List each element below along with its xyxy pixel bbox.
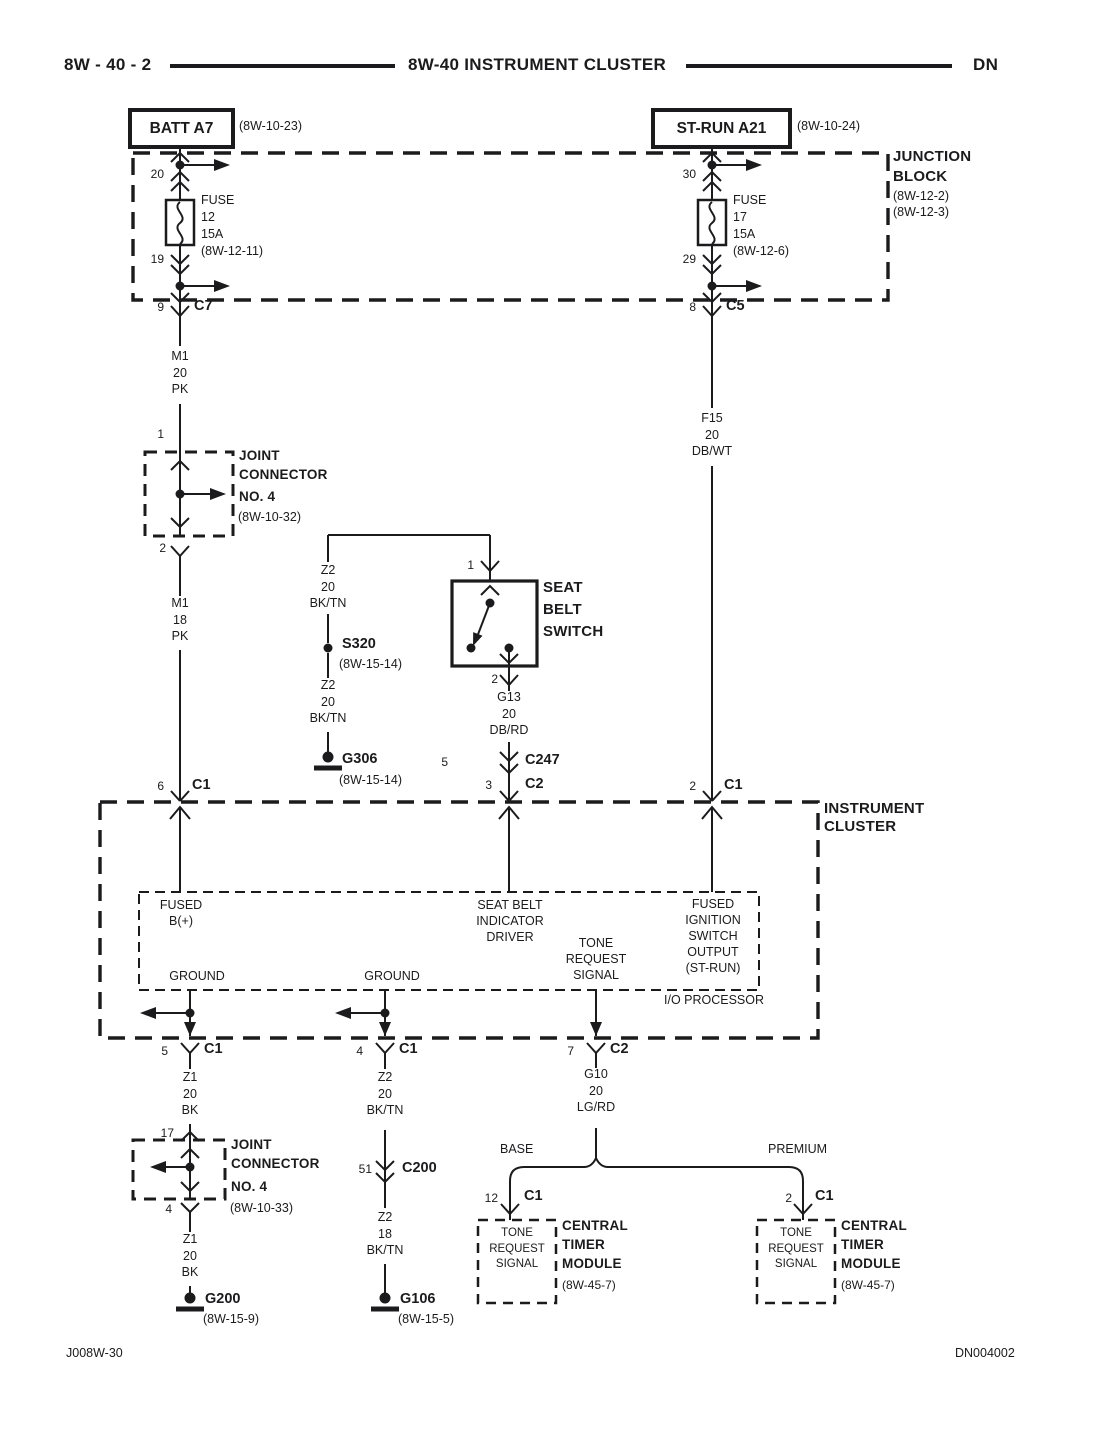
right-arrow-icon [214, 159, 230, 171]
connector-c7: C7 [194, 298, 213, 314]
pin-number: 20 [150, 167, 164, 181]
wire-color: BK/TN [309, 596, 347, 610]
ctm-right-title2: TIMER [841, 1237, 884, 1252]
splice-s320-dot [324, 644, 333, 653]
wire-gauge: 20 [173, 365, 187, 380]
junction-block-ref1: (8W-12-2) [893, 189, 950, 203]
ctm-left-pin-label [489, 1226, 545, 1273]
wire-color: BK/TN [366, 1243, 404, 1257]
pin-label-line: OUTPUT [687, 945, 739, 959]
pin-label-line: DRIVER [486, 930, 534, 944]
connector-c1-left-in: C1 [192, 777, 211, 793]
page-title: 8W-40 INSTRUMENT CLUSTER [408, 55, 667, 74]
switch-arm-arrow-icon [473, 632, 483, 646]
connector-c247: C247 [525, 752, 560, 768]
wire-label-z2-18 [367, 1209, 404, 1259]
wire-code: Z2 [320, 563, 336, 577]
seat-belt-switch-title3: SWITCH [543, 623, 604, 640]
ground-g106-ref: (8W-15-5) [398, 1312, 455, 1326]
pin-number: 2 [491, 672, 498, 686]
ground-g200-icon [176, 1293, 204, 1309]
footer-drawing-code: J008W-30 [66, 1346, 123, 1360]
st-run-feed-ref: (8W-10-24) [797, 119, 860, 133]
junction-block-title2: BLOCK [893, 168, 948, 185]
pin-number: 1 [157, 427, 164, 441]
pin-label-line: FUSED [691, 897, 735, 911]
ground-g306-ref: (8W-15-14) [339, 773, 402, 787]
wire-code: G10 [584, 1067, 608, 1081]
pin-label-seat-belt [476, 897, 544, 945]
wire-label-z2-c [367, 1069, 404, 1119]
wire-label-f15 [692, 410, 732, 460]
pin-label-tone [566, 935, 626, 983]
pin-label-line: B(+) [169, 914, 193, 928]
pin-number: 19 [150, 252, 164, 266]
fuse-17-icon [698, 200, 726, 245]
pin-label-ground2: GROUND [364, 969, 420, 983]
wire-label-g13 [490, 689, 529, 739]
pin-number: 1 [467, 558, 474, 572]
wire-code: M1 [171, 596, 189, 610]
wire-gauge: 20 [378, 1086, 392, 1101]
junction-block-outline [133, 153, 888, 300]
fuse-12-icon [166, 200, 194, 245]
pin-label-line: (ST-RUN) [685, 961, 741, 975]
joint-connector-top-title3: NO. 4 [239, 489, 276, 504]
connector-c2-in: C2 [525, 776, 544, 792]
page-code: 8W - 40 - 2 [64, 55, 152, 74]
wire-gauge: 20 [589, 1083, 603, 1098]
ground-g106-label: G106 [400, 1291, 436, 1307]
pin-number: 8 [689, 300, 696, 314]
instrument-cluster-title2: CLUSTER [824, 818, 897, 835]
pin-number: 30 [682, 167, 696, 181]
splice-s320-ref: (8W-15-14) [339, 657, 402, 671]
ctm-left-title2: TIMER [562, 1237, 605, 1252]
fuse-left-label: FUSE [201, 193, 235, 207]
splice-s320-label: S320 [342, 636, 376, 652]
down-arrow-icon [184, 1022, 196, 1036]
branch-base-label: BASE [500, 1142, 534, 1156]
wire-label-z1-upper [182, 1069, 199, 1119]
io-processor-label: I/O PROCESSOR [664, 993, 765, 1007]
wire-gauge: 20 [705, 427, 719, 442]
junction-block-title: JUNCTION [893, 148, 972, 165]
pin-number: 5 [441, 755, 448, 769]
batt-feed-ref: (8W-10-23) [239, 119, 302, 133]
wire-gauge: 18 [378, 1226, 392, 1241]
joint-connector-bottom-ref: (8W-10-33) [230, 1201, 293, 1215]
wire-color: DB/WT [691, 444, 733, 458]
left-arrow-icon [150, 1161, 166, 1173]
switch-arm [477, 603, 490, 637]
st-run-feed-label: ST-RUN A21 [676, 119, 767, 137]
wires [150, 147, 803, 1293]
ctm-right-title: CENTRAL [841, 1218, 907, 1233]
pin-label-ignition [685, 896, 741, 976]
junction-dots [176, 161, 717, 1172]
right-arrow-icon [746, 280, 762, 292]
pin-number: 7 [567, 1044, 574, 1058]
pin-label-line: FUSED [159, 898, 203, 912]
connector-c1-premium: C1 [815, 1188, 834, 1204]
wire-color: BK/TN [309, 711, 347, 725]
ground-g106-icon [371, 1293, 399, 1309]
wire-color: BK [181, 1103, 199, 1117]
wire-code: G13 [497, 690, 521, 704]
wire-color: PK [171, 629, 189, 643]
pin-number: 2 [689, 779, 696, 793]
pin-label-line: IGNITION [685, 913, 741, 927]
base-premium-split [510, 1158, 803, 1220]
branch-premium-label: PREMIUM [768, 1142, 828, 1156]
pin-number: 2 [785, 1191, 792, 1205]
down-arrow-icon [590, 1022, 602, 1036]
fuse-right-label: FUSE [733, 193, 767, 207]
right-arrow-icon [746, 159, 762, 171]
wire-code: Z2 [377, 1070, 393, 1084]
pin-label-line: SWITCH [688, 929, 738, 943]
pin-label-line: TONE [578, 936, 614, 950]
wire-code: Z1 [182, 1070, 198, 1084]
pin-label-line: INDICATOR [476, 914, 544, 928]
pin-label-line: SIGNAL [573, 968, 619, 982]
pin-label-line: REQUEST [768, 1242, 824, 1255]
wire-code: Z2 [377, 1210, 393, 1224]
ground-g200-ref: (8W-15-9) [203, 1312, 260, 1326]
ctm-left-ref: (8W-45-7) [562, 1278, 616, 1292]
fuses [166, 200, 726, 245]
wire-gauge: 20 [321, 579, 335, 594]
pin-number: 17 [160, 1126, 174, 1140]
section-code: DN [973, 55, 999, 74]
wire-color: BK/TN [366, 1103, 404, 1117]
wire-label-z1-lower [182, 1231, 199, 1281]
pin-label-line: SIGNAL [774, 1258, 818, 1270]
joint-connector-bottom-title2: CONNECTOR [231, 1156, 320, 1171]
wire-label-m1-20 [171, 348, 188, 398]
wire-gauge: 20 [183, 1086, 197, 1101]
pin-number: 5 [161, 1044, 168, 1058]
left-arrow-icon [335, 1007, 351, 1019]
joint-connector-bottom-title3: NO. 4 [231, 1179, 268, 1194]
pin-number: 4 [356, 1044, 363, 1058]
connector-c2-out: C2 [610, 1041, 629, 1057]
pin-label-line: REQUEST [565, 952, 627, 966]
connector-c200: C200 [402, 1160, 437, 1176]
seat-belt-switch-title2: BELT [543, 601, 582, 618]
right-arrow-icon [210, 488, 226, 500]
connector-c1-gnd1: C1 [204, 1041, 223, 1057]
pin-label-fused-b [160, 897, 202, 929]
wire-label-m1-18 [171, 595, 188, 645]
pin-label-ground1: GROUND [169, 969, 225, 983]
wire-gauge: 20 [183, 1248, 197, 1263]
joint-connector-bottom-outline [133, 1140, 225, 1199]
pin-number: 29 [682, 252, 696, 266]
right-arrow-icon [214, 280, 230, 292]
joint-connector-bottom-title: JOINT [231, 1137, 272, 1152]
pin-number: 12 [484, 1191, 498, 1205]
left-arrow-icon [140, 1007, 156, 1019]
ground-g306-label: G306 [342, 751, 378, 767]
wire-gauge: 18 [173, 612, 187, 627]
pin-number: 9 [157, 300, 164, 314]
wire-code: Z1 [182, 1232, 198, 1246]
wire-code: F15 [701, 411, 723, 425]
pin-label-line: REQUEST [489, 1242, 545, 1255]
ground-symbols [176, 752, 399, 1309]
junction-block-ref2: (8W-12-3) [893, 205, 950, 219]
wire-label-z2-upper [310, 562, 347, 612]
instrument-cluster-title: INSTRUMENT [824, 800, 925, 817]
joint-connector-top-ref: (8W-10-32) [238, 510, 301, 524]
fuse-right-number: 17 [733, 210, 747, 224]
wire-color: DB/RD [489, 723, 529, 737]
wire-label-z2-lower [310, 677, 347, 727]
pin-label-line: SEAT BELT [477, 898, 543, 912]
fuse-left-number: 12 [201, 210, 215, 224]
pin-label-line: TONE [780, 1227, 812, 1239]
ctm-right-title3: MODULE [841, 1256, 901, 1271]
fuse-right-rating: 15A [733, 227, 756, 241]
wire-code: M1 [171, 349, 189, 363]
wire-label-g10 [577, 1066, 615, 1116]
ctm-left-title3: MODULE [562, 1256, 622, 1271]
joint-connector-top-title: JOINT [239, 448, 280, 463]
io-processor-outline [139, 892, 759, 990]
wire-color: LG/RD [576, 1100, 616, 1114]
footer-figure-code: DN004002 [955, 1346, 1015, 1360]
connector-c1-right-in: C1 [724, 777, 743, 793]
seat-belt-switch-box [452, 581, 537, 666]
wire-gauge: 20 [502, 706, 516, 721]
fuse-left-ref: (8W-12-11) [201, 244, 264, 258]
pin-label-line: TONE [501, 1227, 533, 1239]
connector-c1-gnd2: C1 [399, 1041, 418, 1057]
ctm-right-pin-label [768, 1226, 824, 1273]
seat-belt-switch-title: SEAT [543, 579, 583, 596]
ground-g306-icon [314, 752, 342, 768]
wire-color: BK [181, 1265, 199, 1279]
wire-color: PK [171, 382, 189, 396]
fuse-left-rating: 15A [201, 227, 224, 241]
pin-number: 2 [159, 541, 166, 555]
joint-connector-top-title2: CONNECTOR [239, 467, 328, 482]
ground-g200-label: G200 [205, 1291, 241, 1307]
ctm-left-title: CENTRAL [562, 1218, 628, 1233]
pin-label-line: SIGNAL [495, 1258, 539, 1270]
batt-feed-label: BATT A7 [149, 119, 214, 137]
connector-c1-base: C1 [524, 1188, 543, 1204]
pin-number: 4 [165, 1202, 172, 1216]
wire-code: Z2 [320, 678, 336, 692]
connector-c5: C5 [726, 298, 745, 314]
ctm-right-ref: (8W-45-7) [841, 1278, 895, 1292]
pin-number: 51 [358, 1162, 372, 1176]
down-arrow-icon [379, 1022, 391, 1036]
wire-gauge: 20 [321, 694, 335, 709]
pin-number: 3 [485, 778, 492, 792]
fuse-right-ref: (8W-12-6) [733, 244, 790, 258]
pin-number: 6 [157, 779, 164, 793]
